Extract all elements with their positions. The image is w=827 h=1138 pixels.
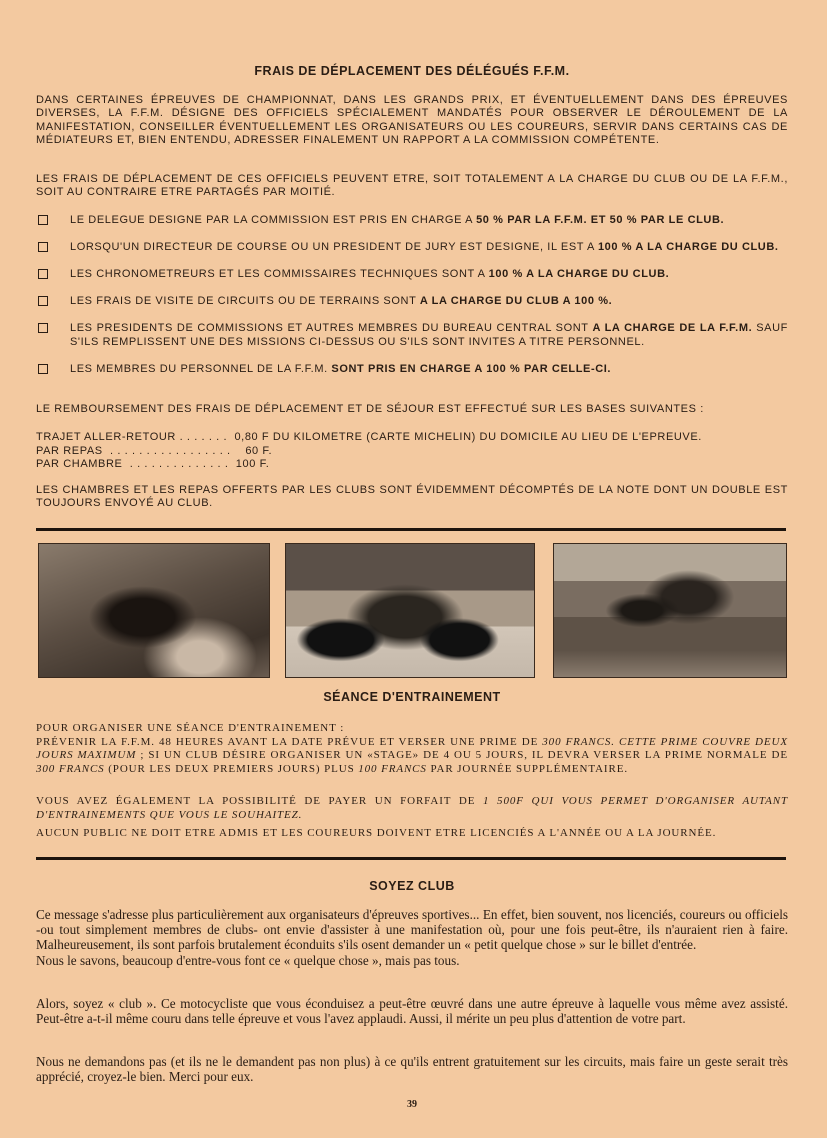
checkbox-icon bbox=[38, 364, 48, 374]
divider bbox=[36, 528, 786, 531]
cost-share-paragraph: LES FRAIS DE DÉPLACEMENT DE CES OFFICIELS PEUVENT ETRE, SOIT TOTALEMENT A LA CHARGE DU CLUB OU DE LA F.F.M., SOIT AU CONTRAIRE ETRE PARTAGÉS PAR MOITIÉ. bbox=[36, 173, 788, 199]
section-title-frais: FRAIS DE DÉPLACEMENT DES DÉLÉGUÉS F.F.M. bbox=[254, 64, 570, 78]
checkbox-list bbox=[36, 213, 788, 389]
cost-table bbox=[36, 431, 788, 472]
list-item: LES CHRONOMETREURS ET LES COMMISSAIRES TECHNIQUES SONT A 100 % A LA CHARGE DU CLUB. bbox=[36, 267, 788, 281]
photo-motocross-rider bbox=[38, 543, 270, 678]
checkbox-icon bbox=[38, 242, 48, 252]
checkbox-icon bbox=[38, 323, 48, 333]
list-item: LORSQU'UN DIRECTEUR DE COURSE OU UN PRESIDENT DE JURY EST DESIGNE, IL EST A 100 % A LA CHARGE DU CLUB. bbox=[36, 240, 788, 254]
public-paragraph: AUCUN PUBLIC NE DOIT ETRE ADMIS ET LES COUREURS DOIVENT ETRE LICENCIÉS A L'ANNÉE OU A LA JOURNÉE. bbox=[36, 827, 717, 839]
reimbursement-intro: LE REMBOURSEMENT DES FRAIS DE DÉPLACEMENT ET DE SÉJOUR EST EFFECTUÉ SUR LES BASES SUIVANTES : bbox=[36, 403, 704, 415]
checkbox-icon bbox=[38, 296, 48, 306]
cost-row-repas: PAR REPAS . . . . . . . . . . . . . . . . . 60 F. bbox=[36, 444, 273, 457]
flat-fee-paragraph: VOUS AVEZ ÉGALEMENT LA POSSIBILITÉ DE PAYER UN FORFAIT DE 1 500F QUI VOUS PERMET D'ORGANISER AUTANT D'ENTRAINEMENTS QUE VOUS LE SOUHAITEZ. bbox=[36, 795, 788, 821]
cost-row-chambre: PAR CHAMBRE . . . . . . . . . . . . . . 100 F. bbox=[36, 458, 270, 470]
club-paragraph-3: Nous ne demandons pas (et ils ne le demandent pas non plus) à ce qu'ils entrent gratuitement sur les circuits, mais faire un geste serait très apprécié, croyez-le bien. Merci pour eux. bbox=[36, 1054, 788, 1085]
cost-row-trajet: TRAJET ALLER-RETOUR . . . . . . . 0,80 F DU KILOMETRE (CARTE MICHELIN) DU DOMICILE AU LIEU DE L'EPREUVE. bbox=[36, 431, 702, 443]
intro-paragraph: DANS CERTAINES ÉPREUVES DE CHAMPIONNAT, DANS LES GRANDS PRIX, ET ÉVENTUELLEMENT DANS DES ÉPREUVES DIVERSES, LA F.F.M. DÉSIGNE DES OFFICIELS SPÉCIALEMENT MANDATÉS POUR OBSERVER LE DÉROULEMENT DE LA MANIFESTATION, CONSEILLER ÉVENTUELLEMENT LES ORGANISATEURS OU LES COUREURS, SERVIR DANS CERTAINS CAS DE MÉDIATEURS ET, BIEN ENTENDU, ADRESSER FINALEMENT UN RAPPORT A LA COMMISSION COMPÉTENTE. bbox=[36, 94, 788, 147]
section-title-entrainement: SÉANCE D'ENTRAINEMENT bbox=[323, 690, 501, 704]
photo-road-racer bbox=[285, 543, 535, 678]
photo-trial-rider bbox=[553, 543, 787, 678]
section-title-soyez-club: SOYEZ CLUB bbox=[369, 879, 455, 893]
list-item: LES FRAIS DE VISITE DE CIRCUITS OU DE TERRAINS SONT A LA CHARGE DU CLUB A 100 %. bbox=[36, 294, 788, 308]
training-paragraph: POUR ORGANISER UNE SÉANCE D'ENTRAINEMENT : PRÉVENIR LA F.F.M. 48 HEURES AVANT LA DATE PRÉVUE ET VERSER UNE PRIME DE 300 FRANCS. CETTE PRIME COUVRE DEUX JOURS MAXIMUM ; SI UN CLUB DÉSIRE ORGANISER UN «STAGE» DE 4 OU 5 JOURS, IL DEVRA VERSER LA PRIME NORMALE DE 300 FRANCS (POUR LES DEUX PREMIERS JOURS) PLUS 100 FRANCS PAR JOURNÉE SUPPLÉMENTAIRE. bbox=[36, 722, 788, 775]
club-paragraph-1: Ce message s'adresse plus particulièrement aux organisateurs d'épreuves sportives... En effet, bien souvent, nos licenciés, coureurs ou officiels -ou tout simplement membres de clubs- ont envie d'assister à une manifestation où, pour une fois peut-être, ils n'auraient rien à faire. Malheureusement, ils sont parfois brutalement éconduits s'ils osent demander un « petit quelque chose » sur le billet d'entrée. Nous le savons, beaucoup d'entre-vous font ce « quelque chose », mais pas tous. bbox=[36, 907, 788, 968]
rooms-meals-paragraph: LES CHAMBRES ET LES REPAS OFFERTS PAR LES CLUBS SONT ÉVIDEMMENT DÉCOMPTÉS DE LA NOTE DONT UN DOUBLE EST TOUJOURS ENVOYÉ AU CLUB. bbox=[36, 484, 788, 510]
checkbox-icon bbox=[38, 269, 48, 279]
page-number: 39 bbox=[407, 1099, 417, 1110]
list-item: LES PRESIDENTS DE COMMISSIONS ET AUTRES MEMBRES DU BUREAU CENTRAL SONT A LA CHARGE DE LA F.F.M. SAUF S'ILS REMPLISSENT UNE DES MISSIONS CI-DESSUS OU S'ILS SONT INVITES A TITRE PERSONNEL. bbox=[36, 321, 788, 349]
club-paragraph-2: Alors, soyez « club ». Ce motocycliste que vous éconduisez a peut-être œuvré dans une autre épreuve à laquelle vous même avez assisté. Peut-être a-t-il même couru dans telle épreuve et vous l'avez applaudi. Aussi, il mérite un peu plus d'attention de votre part. bbox=[36, 996, 788, 1027]
list-item: LE DELEGUE DESIGNE PAR LA COMMISSION EST PRIS EN CHARGE A 50 % PAR LA F.F.M. ET 50 % PAR LE CLUB. bbox=[36, 213, 788, 227]
divider bbox=[36, 857, 786, 860]
checkbox-icon bbox=[38, 215, 48, 225]
list-item: LES MEMBRES DU PERSONNEL DE LA F.F.M. SONT PRIS EN CHARGE A 100 % PAR CELLE-CI. bbox=[36, 362, 788, 376]
